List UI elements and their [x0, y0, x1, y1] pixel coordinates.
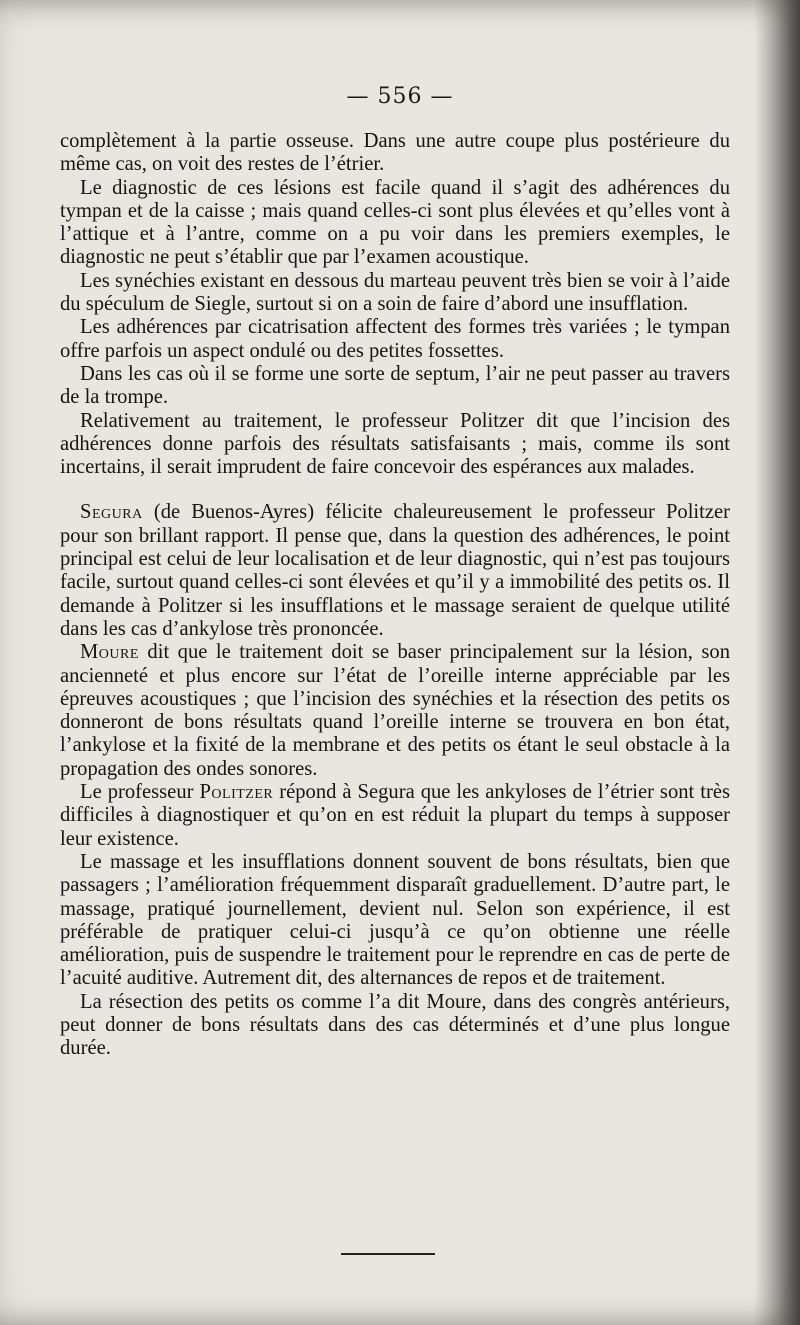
paragraph: La résection des petits os comme l’a dit Moure, dans des congrès antérieurs, peut donner de bons résultats dans des cas déterminés et d’une plus longue durée.: [60, 990, 730, 1060]
paragraph: Relativement au traitement, le professeur Politzer dit que l’incision des adhérences donne parfois des résultats satisfaisants ; mais, comme ils sont incertains, il serait imprudent de faire concevoir des espérances aux malades.: [60, 409, 730, 479]
paragraph-text: dit que le traitement doit se baser principalement sur la lésion, son ancienneté et plus encore sur l’état de l’oreille interne appréciable par les épreuves acoustiques ; que l’incision des synéchies et la résection des petits os donneront de bons résultats quand l’oreille interne se trouvera en bon état, l’ankylose et la fixité de la membrane et des petits os étant le seul obstacle à la propagation des ondes sonores.: [60, 641, 730, 780]
paragraph-text: (de Buenos-Ayres) félicite chaleureusement le professeur Politzer pour son brillant rapport. Il pense que, dans la question des adhérences, le point principal est celui de leur localisation et de leur diagnostic, qui n’est pas toujours facile, surtout quand celles-ci sont élevées et qu’il y a immobilité des petits os. Il demande à Politzer si les insufflations et le massage seraient de quelque utilité dans les cas d’ankylose très prononcée.: [60, 501, 730, 640]
paragraph: Dans les cas où il se forme une sorte de septum, l’air ne peut passer au travers de la trompe.: [60, 362, 730, 409]
paragraph-politzer: [60, 781, 730, 851]
paragraph-text: répond à Segura que les ankyloses de l’étrier sont très difficiles à diagnostiquer et qu’on en est réduit la plupart du temps à supposer leur existence.: [60, 781, 730, 850]
paragraph: Les adhérences par cicatrisation affectent des formes très variées ; le tympan offre parfois un aspect ondulé ou des petites fossettes.: [60, 316, 730, 362]
paragraph: Le massage et les insufflations donnent souvent de bons résultats, bien que passagers ; l’amélioration fréquemment disparaît graduellement. D’autre part, le massage, pratiqué journellement, devient nul. Selon son expérience, il est préférable de pratiquer celui-ci jusqu’à ce qu’on obtienne une réelle amélioration, puis de suspendre le traitement pour le reprendre en cas de perte de l’acuité auditive. Autrement dit, des alternances de repos et de traitement.: [60, 850, 730, 990]
paragraph: Les synéchies existant en dessous du marteau peuvent très bien se voir à l’aide du spéculum de Siegle, surtout si on a soin de faire d’abord une insufflation.: [60, 269, 730, 316]
speaker-name: Segura: [80, 501, 143, 524]
page-edge-shadow: [754, 0, 800, 1325]
paragraph-prefix: Le professeur: [80, 781, 200, 804]
speaker-name: Politzer: [199, 781, 274, 804]
paragraph-moure: [60, 641, 730, 781]
paragraph-segura: [60, 501, 730, 641]
end-rule: [341, 1253, 435, 1255]
page-number: — 556 —: [346, 84, 454, 109]
speaker-name: Moure: [80, 641, 139, 664]
body-text: [60, 130, 730, 1061]
paragraph: Le diagnostic de ces lésions est facile quand il s’agit des adhérences du tympan et de la caisse ; mais quand celles-ci sont plus élevées et qu’elles vont à l’attique et à l’antre, comme on a pu voir dans les premiers exemples, le diagnostic ne peut s’établir que par l’examen acoustique.: [60, 176, 730, 269]
paragraph: complètement à la partie osseuse. Dans une autre coupe plus postérieure du même cas, on voit des restes de l’étrier.: [60, 130, 730, 176]
